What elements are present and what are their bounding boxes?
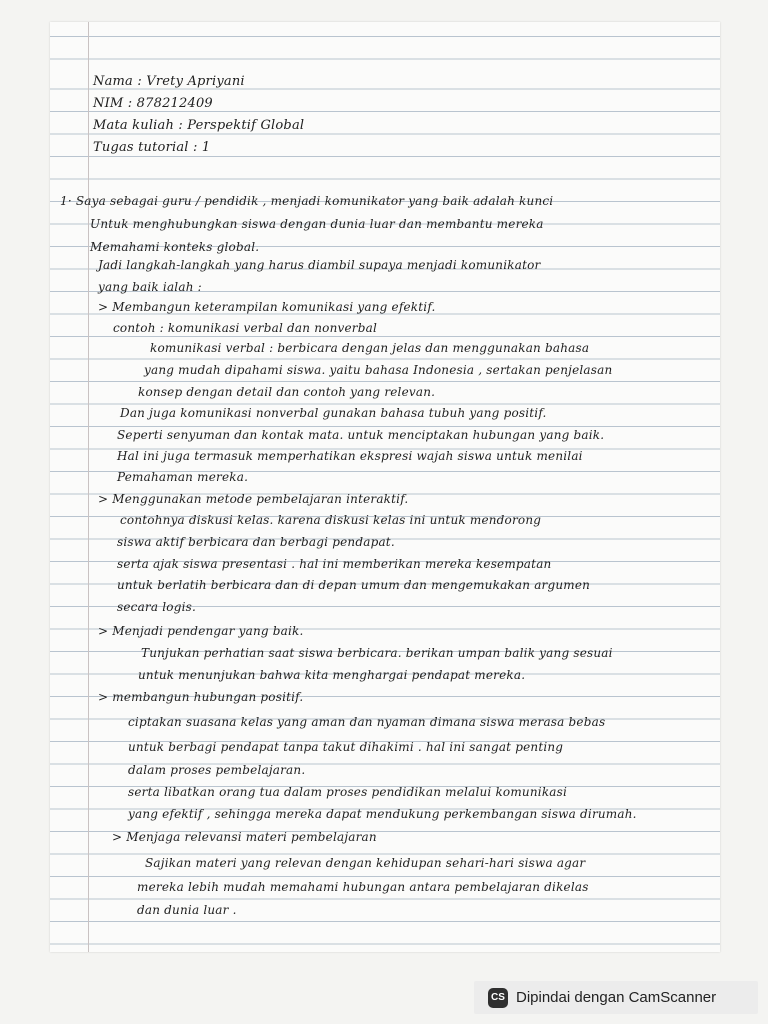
body-line: > Menjadi pendengar yang baik. — [98, 624, 304, 638]
body-line: Sajikan materi yang relevan dengan kehidupan sehari-hari siswa agar — [145, 856, 586, 870]
body-line: yang baik ialah : — [98, 280, 202, 294]
body-line: serta libatkan orang tua dalam proses pendidikan melalui komunikasi — [128, 785, 568, 799]
camscanner-watermark — [474, 981, 758, 1014]
body-line: yang mudah dipahami siswa. yaitu bahasa Indonesia , sertakan penjelasan — [144, 363, 613, 377]
body-line: untuk berlatih berbicara dan di depan umum dan mengemukakan argumen — [117, 578, 591, 592]
body-line: Jadi langkah-langkah yang harus diambil supaya menjadi komunikator — [98, 258, 541, 272]
body-line: > Membangun keterampilan komunikasi yang efektif. — [98, 300, 436, 314]
mata-kuliah-line: Mata kuliah : Perspektif Global — [93, 118, 305, 133]
tugas-tutorial-line: Tugas tutorial : 1 — [93, 140, 211, 155]
body-line: ciptakan suasana kelas yang aman dan nyaman dimana siswa merasa bebas — [128, 715, 606, 729]
nim-line: NIM : 878212409 — [93, 96, 213, 111]
camscanner-logo-icon: CS — [488, 988, 508, 1008]
body-line: mereka lebih mudah memahami hubungan antara pembelajaran dikelas — [137, 880, 589, 894]
body-line: dalam proses pembelajaran. — [128, 763, 306, 777]
body-line: Untuk menghubungkan siswa dengan dunia luar dan membantu mereka — [90, 217, 544, 231]
body-line: untuk menunjukan bahwa kita menghargai pendapat mereka. — [138, 668, 526, 682]
body-line: untuk berbagi pendapat tanpa takut dihakimi . hal ini sangat penting — [128, 740, 564, 754]
body-line: Seperti senyuman dan kontak mata. untuk menciptakan hubungan yang baik. — [117, 428, 605, 442]
body-line: secara logis. — [117, 600, 196, 614]
body-line: serta ajak siswa presentasi . hal ini memberikan mereka kesempatan — [117, 557, 552, 571]
body-line: contohnya diskusi kelas. karena diskusi kelas ini untuk mendorong — [120, 513, 542, 527]
body-line: contoh : komunikasi verbal dan nonverbal — [113, 321, 377, 335]
body-line: Memahami konteks global. — [90, 240, 260, 254]
body-line: Pemahaman mereka. — [117, 470, 249, 484]
margin-line — [88, 22, 89, 952]
body-line: dan dunia luar . — [137, 903, 237, 917]
body-line: konsep dengan detail dan contoh yang relevan. — [138, 385, 436, 399]
body-line: 1· Saya sebagai guru / pendidik , menjadi komunikator yang baik adalah kunci — [60, 194, 554, 208]
nama-line: Nama : Vrety Apriyani — [93, 74, 245, 89]
body-line: Hal ini juga termasuk memperhatikan ekspresi wajah siswa untuk menilai — [117, 449, 583, 463]
body-line: Tunjukan perhatian saat siswa berbicara. berikan umpan balik yang sesuai — [141, 646, 613, 660]
body-line: > Menjaga relevansi materi pembelajaran — [112, 830, 377, 844]
body-line: siswa aktif berbicara dan berbagi pendapat. — [117, 535, 395, 549]
body-line: > Menggunakan metode pembelajaran interaktif. — [98, 492, 409, 506]
body-line: > membangun hubungan positif. — [98, 690, 304, 704]
watermark-text: Dipindai dengan CamScanner — [516, 989, 717, 1006]
body-line: yang efektif , sehingga mereka dapat mendukung perkembangan siswa dirumah. — [128, 807, 637, 821]
body-line: komunikasi verbal : berbicara dengan jelas dan menggunakan bahasa — [150, 341, 590, 355]
body-line: Dan juga komunikasi nonverbal gunakan bahasa tubuh yang positif. — [120, 406, 547, 420]
